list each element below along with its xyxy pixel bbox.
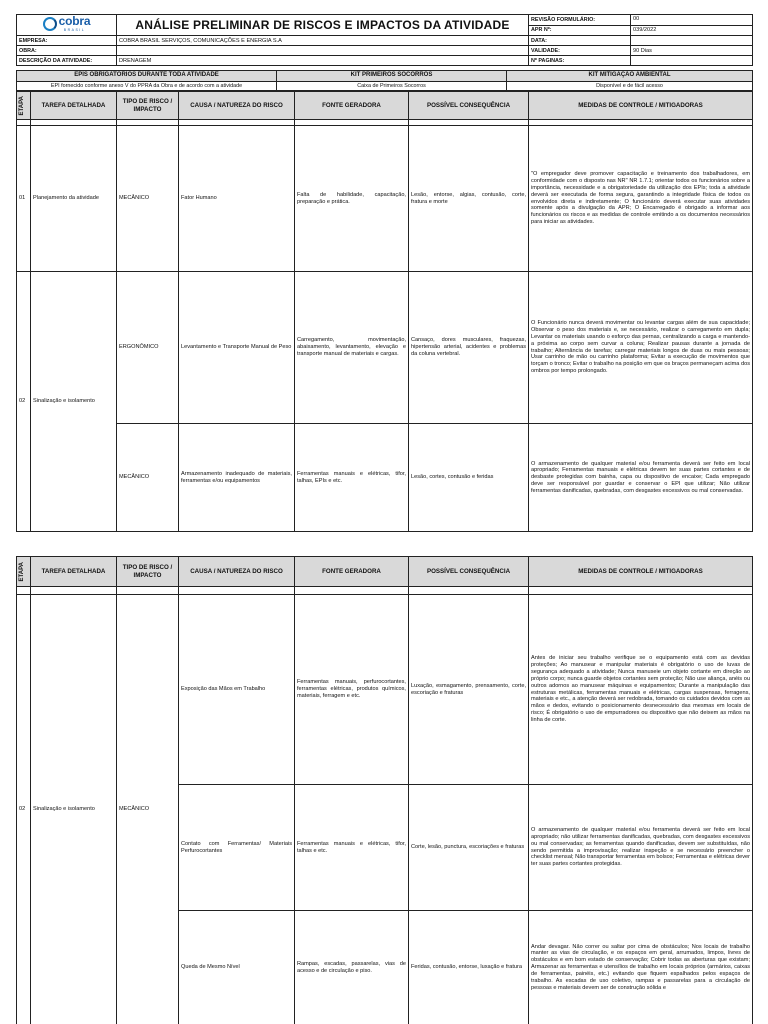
cell-medidas: Andar devagar. Não correr ou saltar por cima de obstáculos; Nos locais de trabalho manter as vias de circulação, e os espaços em geral, arrumados, limpos, livres de obstáculos e em bom estado de conservação; Cobrir todas as aberturas que existam; Armazenar as ferramentas e utensílios de trabalho em locais próprios (armários, caixas de ferramentas, painéis, etc.) evitando que fiquem espalhados pelos espaços de trabalho. As escadas de uso coletivo, rampas e passarelas para a circulação de pessoas e materiais devem ser de construção sólida e	[529, 911, 753, 1024]
document-title: ANÁLISE PRELIMINAR DE RISCOS E IMPACTOS DA ATIVIDADE	[117, 15, 529, 36]
cell-tarefa: Sinalização e isolamento	[31, 595, 117, 1024]
meta-label-validade: VALIDADE:	[529, 46, 631, 56]
cell-medidas: O armazenamento de qualquer material e/ou ferramenta deverá ser feito em local apropriado; Ferramentas manuais e elétricas devem ter suas partes cortantes e de desbaste protegidas com bainha, capa ou dispositivo de encaixe; Cada empregado deve ser responsável por guardar e conservar o EPI que utilizar; Não utilizar ferramentas danificadas, quebradas, com desgastes excessivos ou mal conservadas.	[529, 424, 753, 532]
meta-label-revisao: REVISÃO FORMULÁRIO:	[529, 15, 631, 26]
cell-tarefa: Planejamento da atividade	[31, 126, 117, 272]
cell-causa: Exposição das Mãos em Trabalho	[179, 595, 295, 785]
cell-tipo: MECÂNICO	[117, 424, 179, 532]
risk-table-page-2	[16, 556, 753, 1024]
cell-etapa: 02	[17, 595, 31, 1024]
col-medidas: MEDIDAS DE CONTROLE / MITIGADORAS	[529, 557, 753, 587]
cell-tarefa: Sinalização e isolamento	[31, 272, 117, 532]
col-tarefa: TAREFA DETALHADA	[31, 557, 117, 587]
epis-text: EPI fornecido conforme anexo V do PPRA da Obra e de acordo com a atividade	[17, 81, 277, 90]
meta-label-paginas: Nº PAGINAS:	[529, 56, 631, 66]
logo-cell	[17, 15, 117, 36]
cell-consequencia: Lesão, cortes, contusão e feridas	[409, 424, 529, 532]
cell-consequencia: Corte, lesão, punctura, escoriações e fraturas	[409, 785, 529, 911]
meta-value-validade: 90 Dias	[631, 46, 753, 56]
amb-title: KIT MITIGAÇÃO AMBIENTAL	[507, 71, 753, 81]
col-consequencia: POSSÍVEL CONSEQUÊNCIA	[409, 557, 529, 587]
cell-fonte: Falta de habilidade, capacitação, preparação e prática.	[295, 126, 409, 272]
requirements-band	[16, 70, 753, 91]
cell-fonte: Carregamento, movimentação, abaixamento, levantamento, elevação e transporte manual de materiais e cargas.	[295, 272, 409, 424]
table-row	[17, 126, 753, 272]
cell-medidas: Antes de iniciar seu trabalho verifique se o equipamento está com as devidas proteções; Ao manusear e manipular materiais é obrigatório o uso de luvas de segurança adequado a atividade; Nunca manuseie um objeto cortante em direção ao próprio corpo; nunca guarde objetos cortantes sem proteção; Não use aliança, anéis ou outros adornos ao manusear máquinas e equipamentos; Durante a manipulação das estruturas metálicas, ferramentas manuais e elétricas, cargas suspensas, ferragens, materiais e etc., a atenção deverá ser redobrada, tomando os cuidados devidos com as mãos e dedos, evitando o posicionamento desnecessário das mesmas em locais de risco; É obrigatório o uso de empurradores ou dispositivo que não deixem as mãos na linha de corte.	[529, 595, 753, 785]
cell-causa: Armazenamento inadequado de materiais, ferramentas e/ou equipamentos	[179, 424, 295, 532]
risk-table-page-1	[16, 91, 753, 532]
cell-consequencia: Lesão, entorse, algias, contusão, corte, fratura e morte	[409, 126, 529, 272]
cell-causa: Queda de Mesmo Nível	[179, 911, 295, 1024]
epis-title: EPIS OBRIGATÓRIOS DURANTE TODA ATIVIDADE	[17, 71, 277, 81]
col-etapa: ETAPA	[17, 92, 31, 120]
field-value-descricao: DRENAGEM	[117, 56, 529, 66]
col-medidas: MEDIDAS DE CONTROLE / MITIGADORAS	[529, 92, 753, 120]
col-fonte: FONTE GERADORA	[295, 557, 409, 587]
form-header-table	[16, 14, 753, 66]
col-tipo: TIPO DE RISCO / IMPACTO	[117, 92, 179, 120]
meta-label-apr: APR Nº:	[529, 25, 631, 36]
cell-fonte: Rampas, escadas, passarelas, vias de acesso e de circulação e piso.	[295, 911, 409, 1024]
table-row	[17, 595, 753, 785]
meta-value-paginas	[631, 56, 753, 66]
field-value-obra	[117, 46, 529, 56]
amb-text: Disponível e de fácil acesso	[507, 81, 753, 90]
field-label-empresa: EMPRESA:	[17, 36, 117, 46]
cell-causa: Fator Humano	[179, 126, 295, 272]
meta-value-data	[631, 36, 753, 46]
cobra-logo-icon	[43, 17, 57, 31]
cell-fonte: Ferramentas manuais e elétricas, tifor, talhas, EPIs e etc.	[295, 424, 409, 532]
logo-text: cobra	[58, 14, 91, 28]
table-row	[17, 424, 753, 532]
cell-fonte: Ferramentas manuais e elétricas, tifor, talhas e etc.	[295, 785, 409, 911]
cell-etapa: 02	[17, 272, 31, 532]
col-etapa: ETAPA	[17, 557, 31, 587]
cell-causa: Levantamento e Transporte Manual de Peso	[179, 272, 295, 424]
col-causa: CAUSA / NATUREZA DO RISCO	[179, 557, 295, 587]
col-causa: CAUSA / NATUREZA DO RISCO	[179, 92, 295, 120]
kit-title: KIT PRIMEIROS SOCORROS	[277, 71, 507, 81]
meta-value-revisao: 00	[631, 15, 753, 26]
field-value-empresa: COBRA BRASIL SERVIÇOS, COMUNICAÇÕES E ENERGIA S.A	[117, 36, 529, 46]
kit-text: Caixa de Primeiros Socorros	[277, 81, 507, 90]
cell-medidas: O armazenamento de qualquer material e/ou ferramenta deverá ser feito em local apropriado; não utilizar ferramentas danificadas, quebradas, com desgastes excessivos ou mal conservadas; as ferramentas quando danificadas, devem ser substituídas, não sendo permitida a improvisação; realizar inspeção e se necessário preencher o checklist mensal; Não transportar ferramentas em bolsos; Ferramentas e elétricas dever ter suas partes cortantes protegidas.	[529, 785, 753, 911]
col-tarefa: TAREFA DETALHADA	[31, 92, 117, 120]
cell-etapa: 01	[17, 126, 31, 272]
col-tipo: TIPO DE RISCO / IMPACTO	[117, 557, 179, 587]
cell-causa: Contato com Ferramentas/ Materiais Perfurocortantes	[179, 785, 295, 911]
cell-tipo: MECÂNICO	[117, 595, 179, 1024]
cell-consequencia: Feridas, contusão, entorse, luxação e fratura	[409, 911, 529, 1024]
field-label-descricao: DESCRIÇÃO DA ATIVIDADE:	[17, 56, 117, 66]
col-consequencia: POSSÍVEL CONSEQUÊNCIA	[409, 92, 529, 120]
cell-tipo: MECÂNICO	[117, 126, 179, 272]
cell-medidas: "O empregador deve promover capacitação e treinamento dos trabalhadores, em conformidade com o disposto nas NR" NR 1.7.1; orientar todos os funcionários sobre a importância, necessidade e a obrigatoriedade da utilização dos EPIs; toda a atividade deverá ser executada de forma segura, garantindo a integridade física de todos os envolvidos direta e indiretamente; O funcionário deverá executar suas atividades somente após a divulgação da APR; O Encarregado é obrigado a informar aos funcionários os riscos e as medidas de controle emitindo a os documentos necessários para iniciar as atividades.	[529, 126, 753, 272]
field-label-obra: OBRA:	[17, 46, 117, 56]
meta-value-apr: 039/2022	[631, 25, 753, 36]
cell-fonte: Ferramentas manuais, perfurocortantes, ferramentas elétricas, produtos químicos, materiais, ferragem e etc.	[295, 595, 409, 785]
cell-consequencia: Cansaço, dores musculares, fraquezas, hipertensão arterial, acidentes e problemas da coluna vertebral.	[409, 272, 529, 424]
cell-medidas: O Funcionário nunca deverá movimentar ou levantar cargas além de sua capacidade; Observar o peso dos materiais e, se necessário, realizar o carregamento em dupla; Levantar os materiais usando o esforço das pernas, centralizando a carga e mantendo-a próxima ao corpo sem curvar a coluna; Realizar pausas durante a jornada de trabalho; Alternância de tarefas; carregar materiais longos de duas ou mais pessoas; Usar carrinho de mão ou carrinho plataforma; Evitar a execução de movimentos que torçam o tronco; Evitar o trabalho na posição em que os braços permaneçam acima dos ombros por tempo prolongado.	[529, 272, 753, 424]
form-page-1	[16, 14, 752, 540]
table-row	[17, 272, 753, 424]
company-logo	[43, 16, 91, 32]
meta-label-data: DATA:	[529, 36, 631, 46]
cell-consequencia: Luxação, esmagamento, prensamento, corte, escoriação e fraturas	[409, 595, 529, 785]
cell-tipo: ERGONÔMICO	[117, 272, 179, 424]
logo-subtext: BRASIL	[63, 28, 86, 33]
form-page-2	[16, 556, 752, 1024]
col-fonte: FONTE GERADORA	[295, 92, 409, 120]
